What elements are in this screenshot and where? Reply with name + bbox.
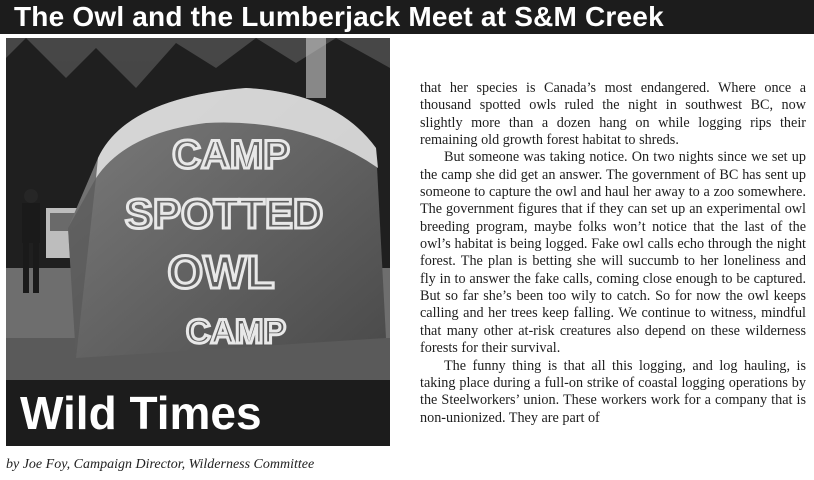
tent-text-line-4: CAMP	[185, 313, 287, 351]
article-photo	[6, 38, 390, 380]
article-paragraph: The funny thing is that all this logging, and log hauling, is taking place during a full-on strike of coastal logging operations by the Steelworkers’ union. These workers work for a company that is non-unionized. They are part of	[420, 357, 806, 426]
article-body	[420, 80, 806, 427]
byline: by Joe Foy, Campaign Director, Wilderness Committee	[6, 457, 315, 472]
article-paragraph: that her species is Canada’s most endangered. Where once a thousand spotted owls ruled the night in southwest BC, now slightly more than a dozen hang on while logging rips their remaining old growth forest habitat to shreds.	[420, 80, 806, 149]
tent-text-line-1: CAMP	[172, 133, 290, 177]
article-paragraph: But someone was taking notice. On two nights since we set up the camp she did get an answer. The government of BC has sent up someone to capture the owl and haul her away to a zoo somewhere. The government figures that if they can set up an experimental owl breeding program, maybe folks won’t notice that the last of the owl’s habitat is being logged. Fake owl calls echo through the night forest. The plan is betting she will succumb to her loneliness and fly in to answer the fake calls, coming close enough to be captured. But so far she’s been too wily to catch. So for now the owl keeps calling and her trees keep falling. We continue to witness, mindful that many other at-risk creatures also depend on these wilderness forests for their survival.	[420, 149, 806, 357]
tent-text-line-2: SPOTTED	[124, 190, 324, 237]
article-title: The Owl and the Lumberjack Meet at S&M Creek	[0, 0, 814, 34]
tent-text-line-3: OWL	[167, 246, 275, 298]
photo-caption: Wild Times	[6, 380, 390, 446]
